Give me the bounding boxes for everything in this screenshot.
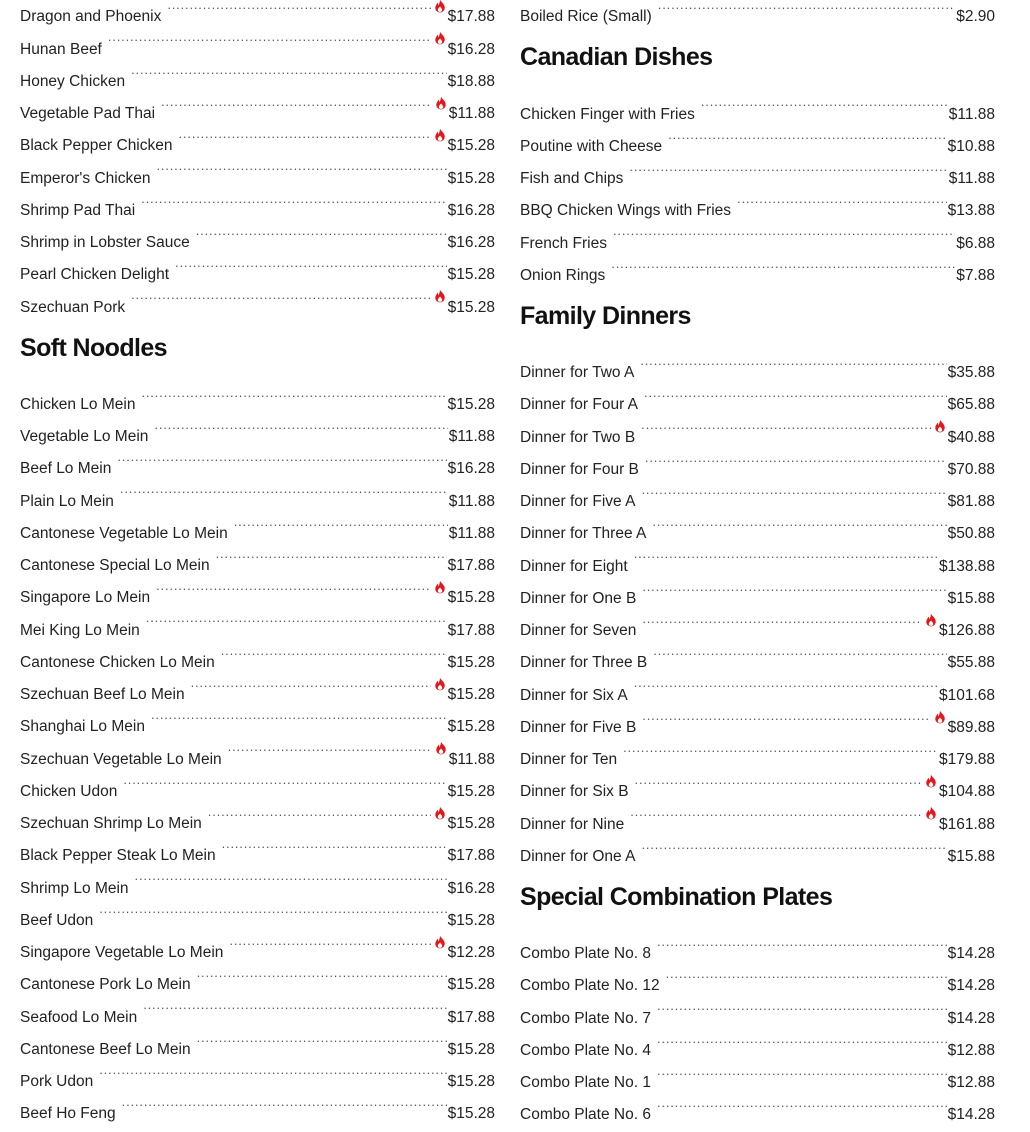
dot-leader: [701, 86, 948, 118]
menu-item[interactable]: [520, 0, 995, 26]
soft-noodles-list: [20, 377, 495, 1123]
dot-leader: [629, 151, 947, 183]
section-heading-soft-noodles: Soft Noodles: [20, 333, 167, 362]
menu-item-name: Vegetable Lo Mein: [20, 428, 149, 445]
dot-leader: [122, 1086, 447, 1118]
menu-item-name: Szechuan Pork: [20, 298, 126, 316]
menu-item-price: $104.88: [938, 783, 995, 801]
right-top-list: [520, 0, 995, 26]
menu-item-name: Combo Plate No. 1: [520, 1074, 651, 1091]
menu-item-name: Pearl Chicken Delight: [20, 266, 170, 284]
menu-item-name: Shrimp Pad Thai: [20, 201, 136, 219]
family-dinners-list: [520, 345, 995, 865]
menu-item-price: $14.28: [947, 1009, 995, 1027]
menu-item-name: Cantonese Special Lo Mein: [20, 557, 210, 574]
section-heading-family-dinners: Family Dinners: [520, 301, 691, 330]
menu-item[interactable]: [20, 0, 495, 26]
dot-leader: [642, 700, 930, 732]
dot-leader: [657, 1023, 947, 1055]
menu-item-name: Dinner for One B: [520, 589, 637, 607]
menu-item-price: $16.28: [447, 201, 495, 219]
menu-item-name: Singapore Lo Mein: [20, 589, 151, 607]
dot-leader: [737, 183, 947, 215]
dot-leader: [135, 860, 447, 892]
dot-leader: [131, 54, 446, 86]
menu-item-name: Beef Lo Mein: [20, 460, 112, 478]
menu-item-name: Beef Udon: [20, 911, 94, 929]
menu-item-price: $138.88: [938, 557, 995, 575]
menu-item-price: $15.28: [447, 686, 495, 703]
menu-item-name: Boiled Rice (Small): [520, 8, 652, 26]
dot-leader: [151, 699, 447, 731]
menu-item-price: $15.28: [447, 653, 495, 671]
menu-item-price: $12.88: [947, 1074, 995, 1091]
menu-item-name: Dinner for Five A: [520, 493, 636, 510]
menu-item-name: Dinner for Two A: [520, 364, 635, 381]
menu-item-price: $15.28: [447, 976, 495, 994]
menu-item-price: $15.28: [447, 1105, 495, 1123]
flame-icon: [433, 677, 447, 691]
flame-icon: [924, 613, 938, 627]
menu-item-price: $81.88: [947, 493, 995, 510]
menu-item-price: $16.28: [447, 40, 495, 58]
dot-leader: [221, 635, 447, 667]
menu-item-name: Cantonese Beef Lo Mein: [20, 1040, 191, 1058]
menu-item-name: Seafood Lo Mein: [20, 1008, 138, 1026]
menu-item-price: $17.88: [447, 621, 495, 639]
menu-item-price: $15.28: [447, 1040, 495, 1058]
flame-icon: [924, 806, 938, 820]
dot-leader: [642, 603, 922, 635]
menu-item-price: $12.88: [947, 1041, 995, 1059]
dot-leader: [644, 377, 947, 409]
menu-item-price: $15.28: [447, 589, 495, 607]
menu-item-price: $179.88: [938, 751, 995, 768]
flame-icon: [433, 289, 447, 303]
menu-item-name: Dinner for Six A: [520, 686, 628, 704]
menu-item-name: Chicken Udon: [20, 782, 118, 800]
menu-item-price: $40.88: [947, 428, 995, 446]
dot-leader: [123, 764, 446, 796]
menu-item-name: Singapore Vegetable Lo Mein: [20, 944, 224, 961]
menu-item-name: Combo Plate No. 8: [520, 945, 651, 962]
menu-item-price: $17.88: [447, 557, 495, 574]
menu-item-name: Emperor's Chicken: [20, 169, 151, 187]
menu-item-price: $11.88: [948, 170, 995, 187]
section-heading-canadian-dishes: Canadian Dishes: [520, 43, 713, 72]
menu-item-name: Dragon and Phoenix: [20, 8, 162, 26]
menu-item-name: Dinner for Five B: [520, 718, 637, 736]
dot-leader: [634, 538, 938, 570]
menu-item-price: $15.28: [447, 911, 495, 929]
menu-item-price: $14.28: [947, 977, 995, 995]
menu-item-name: Pork Udon: [20, 1073, 94, 1090]
menu-item-name: Szechuan Beef Lo Mein: [20, 686, 185, 703]
dot-leader: [630, 796, 922, 828]
dot-leader: [657, 1087, 947, 1119]
menu-item-price: $18.88: [447, 72, 495, 90]
menu-item-price: $15.28: [447, 718, 495, 736]
menu-item-name: Chicken Lo Mein: [20, 395, 136, 413]
dot-leader: [645, 442, 947, 474]
dot-leader: [641, 829, 946, 861]
menu-item-name: Combo Plate No. 7: [520, 1009, 651, 1027]
dot-leader: [197, 957, 447, 989]
dot-leader: [657, 990, 947, 1022]
menu-item-name: Fish and Chips: [520, 170, 624, 187]
dot-leader: [229, 925, 430, 957]
dot-leader: [658, 0, 955, 21]
menu-item-name: Dinner for Three A: [520, 525, 647, 543]
dot-leader: [657, 926, 947, 958]
menu-item-name: Shrimp Lo Mein: [20, 879, 129, 897]
menu-item-price: $89.88: [947, 718, 995, 736]
menu-item-price: $65.88: [947, 396, 995, 414]
menu-item-name: Dinner for Four A: [520, 396, 639, 414]
menu-item-name: Cantonese Vegetable Lo Mein: [20, 524, 228, 542]
menu-item-name: Combo Plate No. 4: [520, 1041, 651, 1059]
menu-item-name: French Fries: [520, 234, 607, 252]
flame-icon: [933, 710, 947, 724]
menu-item[interactable]: [520, 345, 995, 381]
menu-item-name: Szechuan Shrimp Lo Mein: [20, 815, 202, 832]
menu-item-name: Poutine with Cheese: [520, 137, 663, 155]
menu-item-name: Szechuan Vegetable Lo Mein: [20, 750, 222, 768]
menu-item-price: $2.90: [956, 8, 995, 26]
menu-item-name: Combo Plate No. 6: [520, 1106, 651, 1124]
dot-leader: [641, 474, 946, 506]
menu-item-price: $16.28: [447, 460, 495, 478]
menu-item-price: $16.28: [447, 234, 495, 251]
menu-item-price: $14.28: [947, 1106, 995, 1124]
dot-leader: [652, 506, 946, 538]
menu-item-name: Plain Lo Mein: [20, 492, 114, 510]
menu-item-price: $15.28: [447, 815, 495, 832]
menu-item-price: $12.28: [447, 944, 495, 961]
dot-leader: [156, 570, 430, 602]
flame-icon: [933, 419, 947, 433]
menu-item-price: $126.88: [938, 622, 995, 639]
menu-item-price: $55.88: [947, 654, 995, 672]
dot-leader: [191, 667, 431, 699]
menu-item-price: $11.88: [448, 428, 495, 445]
dot-leader: [216, 538, 447, 570]
dot-leader: [611, 248, 955, 280]
flame-icon: [924, 774, 938, 788]
menu-item-name: Shrimp in Lobster Sauce: [20, 234, 190, 251]
menu-item-name: Mei King Lo Mein: [20, 621, 140, 639]
dot-leader: [653, 635, 946, 667]
menu-item-name: Onion Rings: [520, 266, 606, 284]
menu-item-name: Dinner for Six B: [520, 783, 629, 801]
left-top-list: [20, 0, 495, 316]
menu-item-price: $50.88: [947, 525, 995, 543]
menu-item-price: $16.28: [447, 879, 495, 897]
menu-item-price: $17.88: [447, 8, 495, 26]
menu-item-name: Dinner for Two B: [520, 428, 636, 446]
menu-item-price: $13.88: [947, 202, 995, 220]
dot-leader: [146, 602, 447, 634]
dot-leader: [228, 731, 432, 763]
menu-item-name: Beef Ho Feng: [20, 1105, 116, 1123]
menu-item-name: Dinner for Ten: [520, 751, 618, 768]
menu-item-price: $101.68: [938, 686, 995, 704]
dot-leader: [120, 473, 448, 505]
dot-leader: [131, 279, 430, 311]
dot-leader: [666, 958, 947, 990]
dot-leader: [668, 119, 946, 151]
dot-leader: [156, 150, 446, 182]
dot-leader: [208, 796, 431, 828]
menu-item-price: $15.28: [447, 395, 495, 413]
menu-item-price: $17.88: [447, 847, 495, 865]
dot-leader: [657, 1055, 947, 1087]
canadian-dishes-list: [520, 86, 995, 284]
dot-leader: [141, 377, 446, 409]
menu-item-price: $14.28: [947, 945, 995, 962]
menu-item-name: Hunan Beef: [20, 40, 102, 58]
left-menu-column: [20, 0, 495, 1129]
menu-item-price: $15.28: [447, 298, 495, 316]
menu-item[interactable]: [520, 926, 995, 962]
menu-item-price: $35.88: [947, 364, 995, 381]
menu-item-name: Dinner for Three B: [520, 654, 648, 672]
dot-leader: [222, 828, 447, 860]
dot-leader: [623, 732, 938, 764]
flame-icon: [433, 580, 447, 594]
menu-item-name: Cantonese Chicken Lo Mein: [20, 653, 215, 671]
menu-item-price: $11.88: [448, 105, 495, 122]
menu-item-name: Shanghai Lo Mein: [20, 718, 145, 736]
menu-item-name: Chicken Finger with Fries: [520, 105, 695, 123]
dot-leader: [642, 571, 946, 603]
flame-icon: [433, 128, 447, 142]
dot-leader: [197, 1022, 447, 1054]
dot-leader: [634, 667, 938, 699]
dot-leader: [641, 409, 930, 441]
menu-item-name: Dinner for Four B: [520, 460, 639, 478]
menu-item-name: Combo Plate No. 12: [520, 977, 660, 995]
menu-item-price: $10.88: [947, 137, 995, 155]
dot-leader: [161, 86, 432, 118]
flame-icon: [433, 31, 447, 45]
menu-item[interactable]: [520, 86, 995, 123]
menu-item-price: $11.88: [948, 105, 995, 123]
menu-item-name: Black Pepper Chicken: [20, 137, 173, 155]
menu-item-price: $15.28: [447, 169, 495, 187]
menu-item-name: Cantonese Pork Lo Mein: [20, 976, 191, 994]
dot-leader: [175, 247, 447, 279]
flame-icon: [433, 806, 447, 820]
menu-item-name: Dinner for Eight: [520, 557, 628, 575]
dot-leader: [117, 441, 446, 473]
dot-leader: [640, 345, 946, 377]
section-heading-combination-plates: Special Combination Plates: [520, 882, 833, 911]
menu-item-price: $6.88: [956, 234, 995, 252]
menu-item-price: $15.88: [947, 589, 995, 607]
menu-item-name: Dinner for Nine: [520, 815, 625, 833]
combination-plates-list: [520, 926, 995, 1124]
flame-icon: [434, 96, 448, 110]
menu-item-price: $15.28: [447, 782, 495, 800]
dot-leader: [141, 183, 446, 215]
menu-item-price: $15.28: [447, 266, 495, 284]
dot-leader: [99, 893, 446, 925]
dot-leader: [99, 1054, 446, 1086]
menu-item-name: Dinner for One A: [520, 847, 636, 865]
dot-leader: [108, 21, 431, 53]
menu-item-price: $7.88: [956, 266, 995, 284]
menu-item-price: $15.28: [447, 137, 495, 155]
menu-item-price: $11.88: [448, 750, 495, 768]
menu-item-price: $17.88: [447, 1008, 495, 1026]
menu-item-name: BBQ Chicken Wings with Fries: [520, 202, 732, 220]
dot-leader: [635, 764, 922, 796]
menu-item-name: Vegetable Pad Thai: [20, 105, 156, 122]
menu-item-price: $11.88: [448, 524, 495, 542]
dot-leader: [179, 118, 431, 150]
menu-item-price: $15.28: [447, 1073, 495, 1090]
flame-icon: [433, 0, 447, 13]
flame-icon: [434, 741, 448, 755]
menu-item-price: $11.88: [448, 492, 495, 510]
dot-leader: [143, 989, 446, 1021]
menu-item[interactable]: [20, 377, 495, 413]
menu-item-name: Honey Chicken: [20, 72, 126, 90]
menu-item-name: Black Pepper Steak Lo Mein: [20, 847, 216, 865]
menu-item-price: $15.88: [947, 847, 995, 865]
menu-item-price: $70.88: [947, 460, 995, 478]
dot-leader: [167, 0, 430, 21]
menu-item-price: $161.88: [938, 815, 995, 833]
dot-leader: [154, 409, 447, 441]
menu-item-name: Dinner for Seven: [520, 622, 637, 639]
dot-leader: [234, 506, 448, 538]
flame-icon: [433, 935, 447, 949]
right-menu-column: [520, 0, 995, 1130]
dot-leader: [613, 215, 955, 247]
dot-leader: [196, 215, 447, 247]
